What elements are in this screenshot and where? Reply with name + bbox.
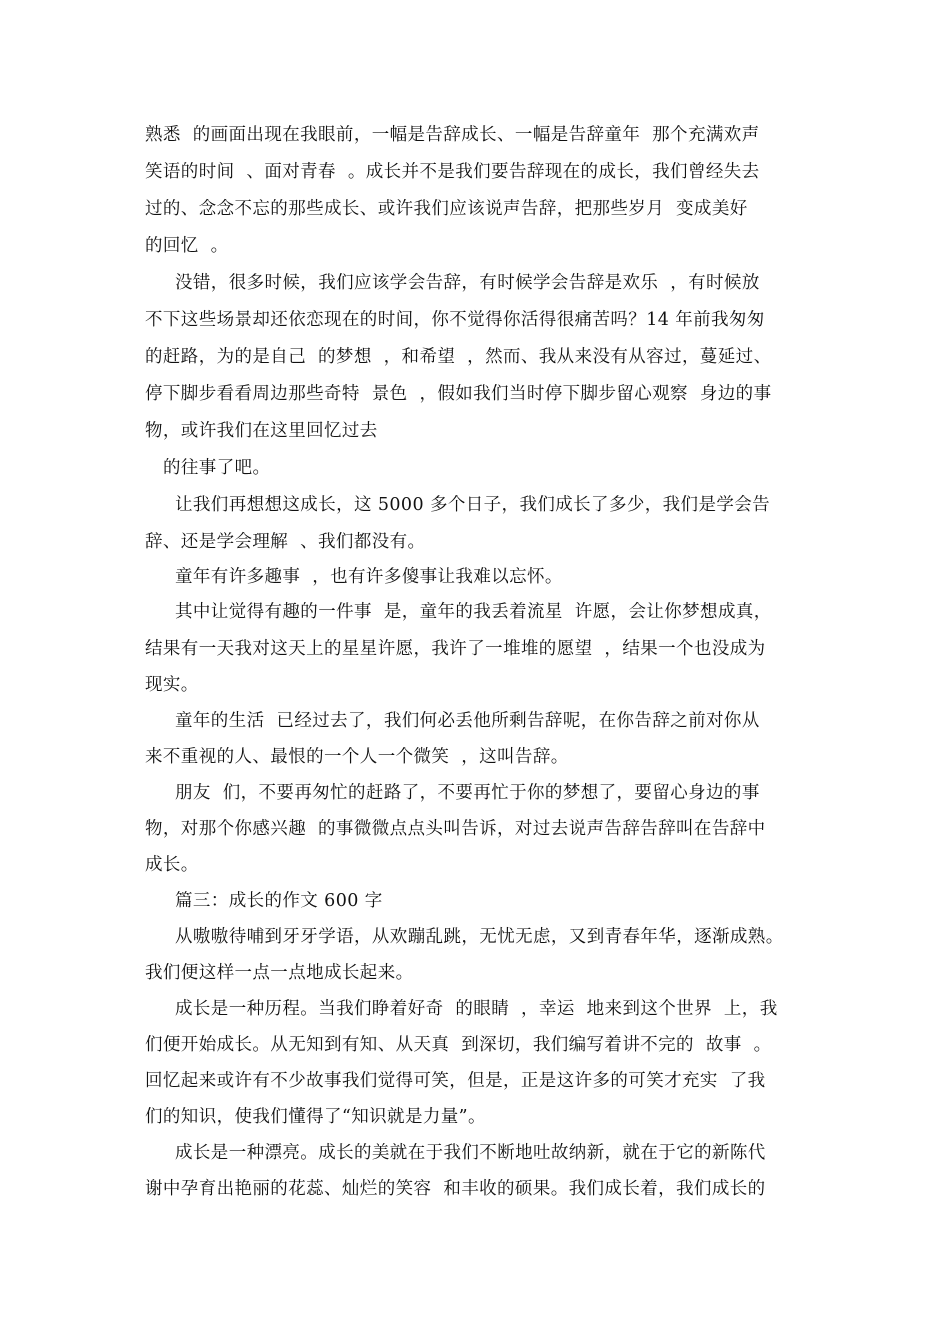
text-line: 过的、念念不忘的那些成长、或许我们应该说声告辞，把那些岁月 变成美好 (145, 199, 748, 219)
text-line: 没错，很多时候，我们应该学会告辞，有时候学会告辞是欢乐 ，有时候放 (175, 273, 760, 293)
text-line: 从嗷嗷待哺到牙牙学语，从欢蹦乱跳，无忧无虑，又到青春年华，逐渐成熟。 (175, 927, 784, 947)
text-line: 的回忆 。 (145, 236, 229, 256)
text-line: 朋友 们，不要再匆忙的赶路了，不要再忙于你的梦想了，要留心身边的事 (175, 783, 760, 803)
text-line: 成长是一种历程。当我们睁着好奇 的眼睛 ，幸运 地来到这个世界 上，我 (175, 999, 778, 1019)
text-line: 熟悉 的画面出现在我眼前，一幅是告辞成长、一幅是告辞童年 那个充满欢声 (145, 125, 760, 145)
text-line: 的赶路，为的是自己 的梦想 ，和希望 ，然而、我从来没有从容过，蔓延过、 (145, 347, 772, 367)
text-line: 结果有一天我对这天上的星星许愿，我许了一堆堆的愿望 ，结果一个也没成为 (145, 639, 766, 659)
text-line: 的往事了吧。 (163, 458, 271, 478)
text-line: 物，对那个你感兴趣 的事微微点点头叫告诉，对过去说声告辞告辞叫在告辞中 (145, 819, 766, 839)
text-line: 不下这些场景却还依恋现在的时间，你不觉得你活得很痛苦吗？14 年前我匆匆 (145, 310, 765, 330)
text-line: 童年有许多趣事 ，也有许多傻事让我难以忘怀。 (175, 567, 563, 587)
text-line: 谢中孕育出艳丽的花蕊、灿烂的笑容 和丰收的硕果。我们成长着，我们成长的 (145, 1179, 766, 1199)
text-line: 停下脚步看看周边那些奇特 景色 ，假如我们当时停下脚步留心观察 身边的事 (145, 384, 772, 404)
text-line: 物，或许我们在这里回忆过去 (145, 421, 378, 441)
text-line: 现实。 (145, 675, 199, 695)
text-line: 童年的生活 已经过去了，我们何必丢他所剩告辞呢，在你告辞之前对你从 (175, 711, 760, 731)
text-line: 让我们再想想这成长，这 5000 多个日子，我们成长了多少，我们是学会告 (175, 495, 771, 515)
text-line: 们便开始成长。从无知到有知、从天真 到深切，我们编写着讲不完的 故事 。 (145, 1035, 772, 1055)
text-line: 辞、还是学会理解 、我们都没有。 (145, 532, 426, 552)
text-line: 成长是一种漂亮。成长的美就在于我们不断地吐故纳新，就在于它的新陈代 (175, 1143, 766, 1163)
text-line: 回忆起来或许有不少故事我们觉得可笑，但是，正是这许多的可笑才充实 了我 (145, 1071, 766, 1091)
text-line: 们的知识，使我们懂得了“知识就是力量”。 (145, 1107, 486, 1127)
text-line: 我们便这样一点一点地成长起来。 (145, 963, 414, 983)
text-line: 笑语的时间 、面对青春 。成长并不是我们要告辞现在的成长，我们曾经失去 (145, 162, 760, 182)
text-line: 成长。 (145, 855, 199, 875)
text-line: 来不重视的人、最恨的一个人一个微笑 ，这叫告辞。 (145, 747, 569, 767)
section-heading: 篇三：成长的作文 600 字 (175, 891, 383, 911)
text-line: 其中让觉得有趣的一件事 是，童年的我丢着流星 许愿，会让你梦想成真， (175, 602, 772, 622)
